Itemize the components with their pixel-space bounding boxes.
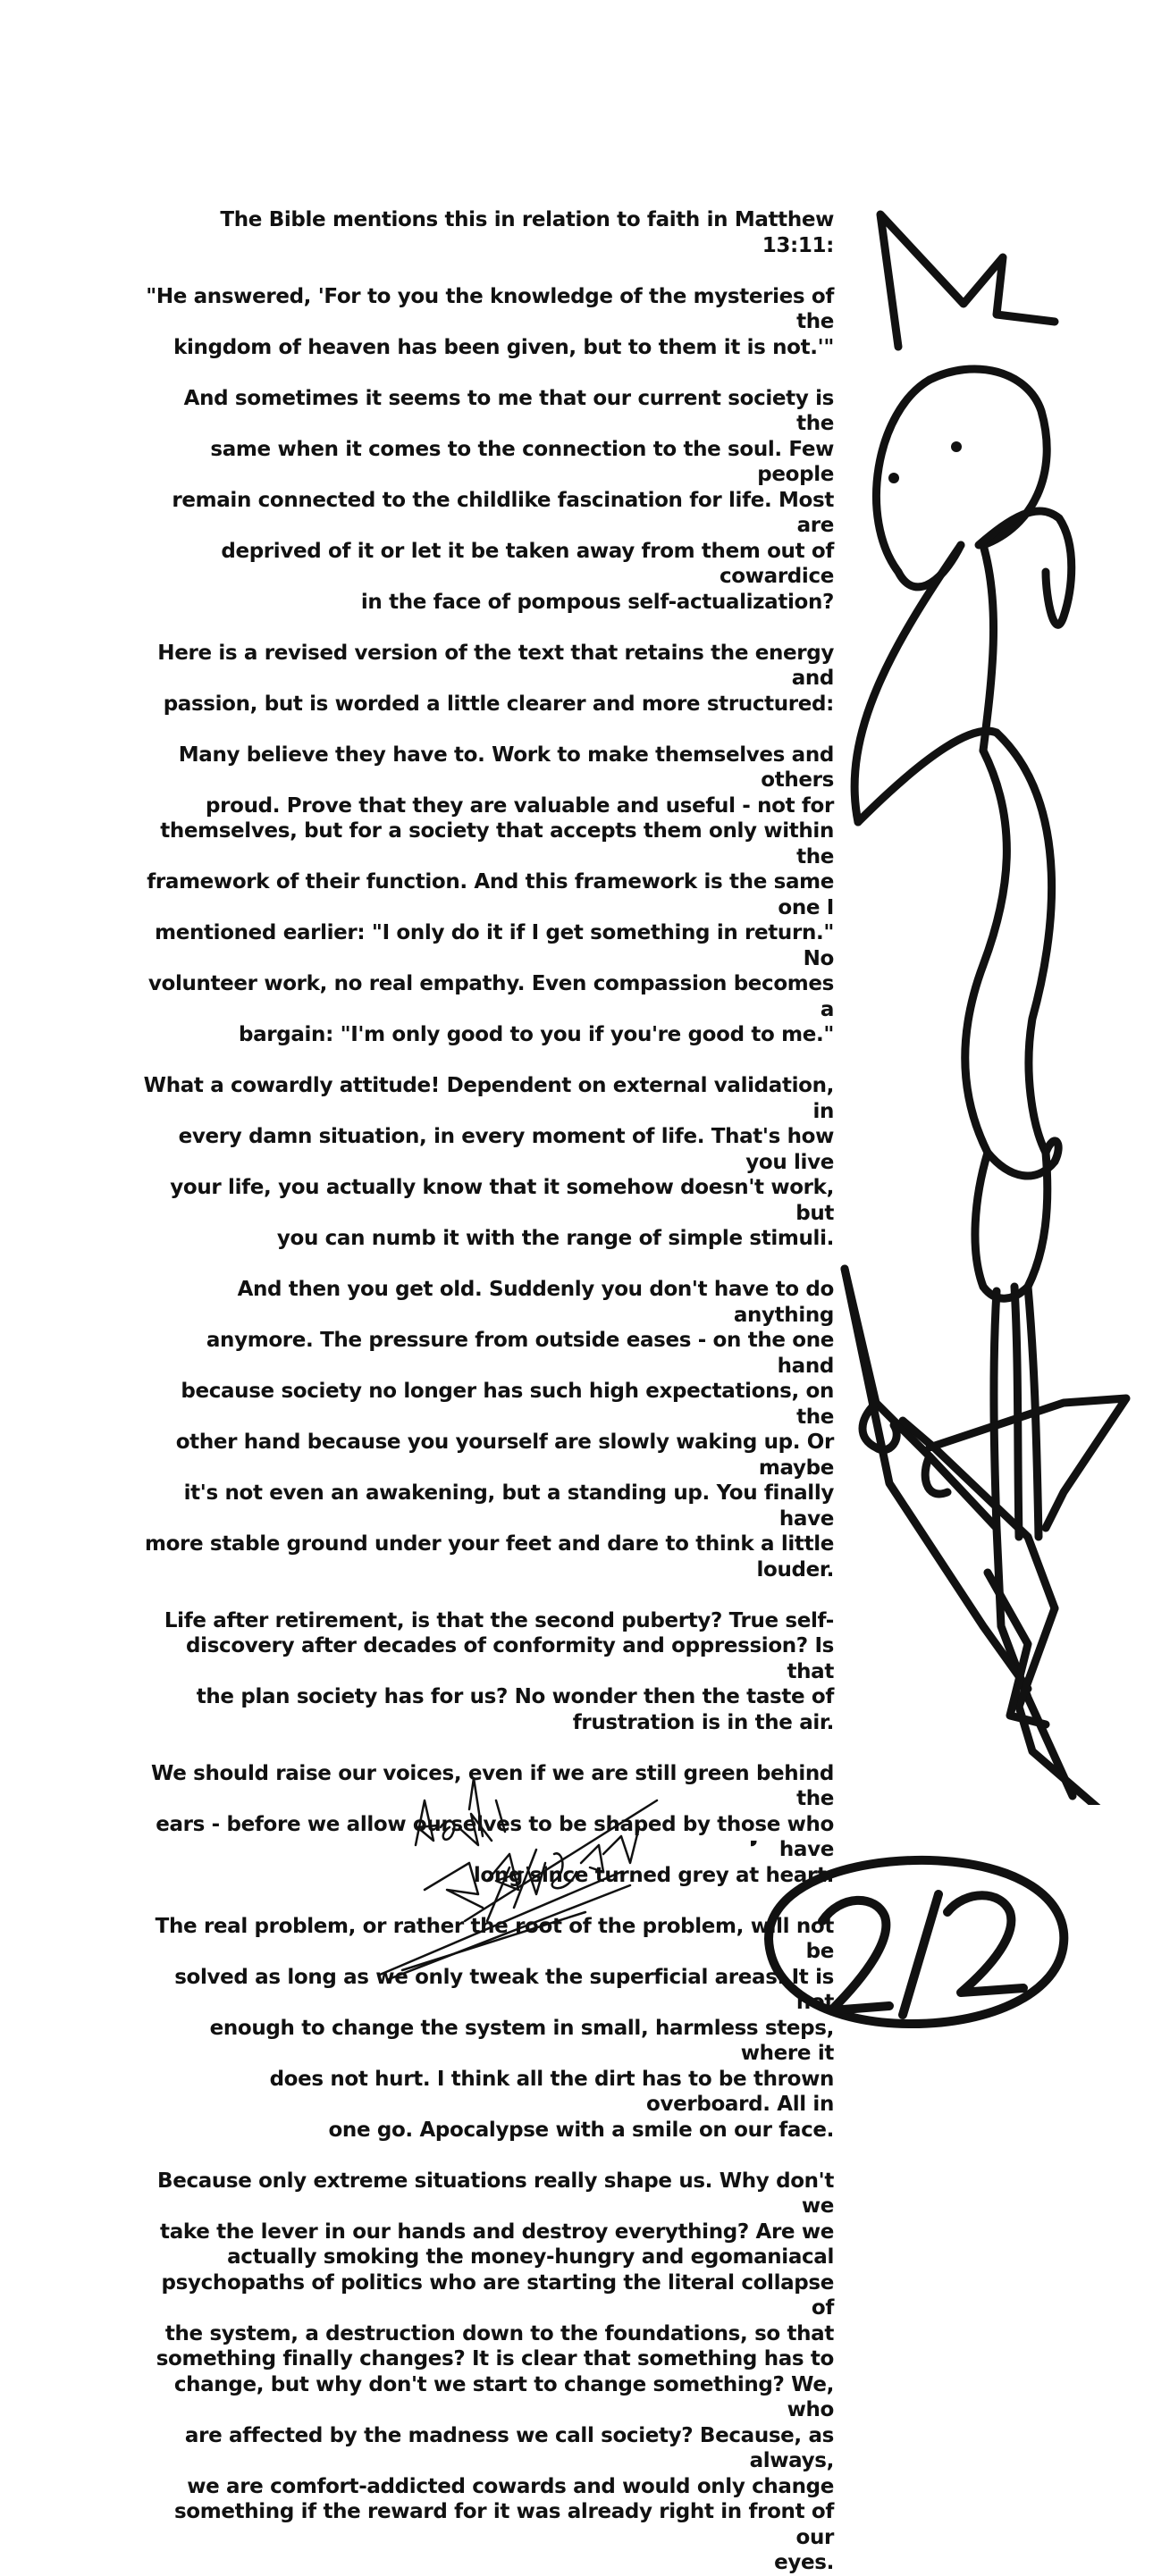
paragraph-6: What a cowardly attitude! Dependent on external validation, in every damn situation, in every moment of life. That's how you live your life, you actually know that it somehow doesn't work, but you can numb it with the range of simple stimuli. — [143, 1074, 834, 1250]
paragraph-3: And sometimes it seems to me that our current society is the same when it comes to the connection to the soul. Few people remain connected to the childlike fascination for life. Most are deprived of it or let it be taken away from them out of cowardice in the face of pompous self-actualization? — [172, 386, 834, 614]
paragraph-1: The Bible mentions this in relation to faith in Matthew 13:11: — [220, 208, 834, 257]
paragraph-11: Because only extreme situations really shape us. Why don't we take the lever in our hands and destroy everything? Are we actually smoking the money-hungry and egomaniacal psychopaths of politics who are starting the literal collapse of the system, a destruction down to the foundations, so that something finally changes? It is clear that something has to change, but why don't we start to change something? We, who are affected by the madness we call society? Because, as always, we are comfort-addicted cowards and would only change something if the reward for it was already right in front of our eyes. — [156, 2169, 834, 2574]
paragraph-2: "He answered, 'For to you the knowledge of the mysteries of the kingdom of heaven has been given, but to them it is not.'" — [146, 284, 834, 359]
doodle-figure-illustration — [804, 179, 1153, 1805]
document-body — [143, 207, 834, 2576]
paragraph-5: Many believe they have to. Work to make themselves and others proud. Prove that they are valuable and useful - not for themselves, but for a society that accepts them only within the framework of their function. And this framework is the same one I mentioned earlier: "I only do it if I get something in return." No volunteer work, no real empathy. Even compassion becomes a bargain: "I'm only good to you if you're good to me." — [147, 743, 834, 1046]
signature — [362, 1765, 666, 1997]
paragraph-7: And then you get old. Suddenly you don't have to do anything anymore. The pressure from outside eases - on the one hand because society no longer has such high expectations, on the other hand because you yourself are slowly waking up. Or maybe it's not even an awakening, but a standing up. You finally have more stable ground under your feet and dare to think a little louder. — [144, 1278, 834, 1582]
page-number-badge — [751, 1841, 1081, 2037]
paragraph-10: The real problem, or rather the root of the problem, will not be solved as long as we only tweak the superficial areas. It is not enough to change the system in small, harmless steps, where it does not hurt. I think all the dirt has to be thrown overboard. All in one go. Apocalypse with a smile on our face. — [155, 1914, 834, 2142]
paragraph-8: Life after retirement, is that the second puberty? True self- discovery after decades of conformity and oppression? Is that the plan society has for us? No wonder then the taste of frustration is in the air. — [164, 1608, 834, 1734]
paragraph-9: We should raise our voices, even if we are still green behind the ears - before we allow ourselves to be shaped by those who have long since turned grey at heart. — [151, 1761, 834, 1887]
paragraph-4: Here is a revised version of the text that retains the energy and passion, but is worded a little clearer and more structured: — [157, 641, 834, 716]
